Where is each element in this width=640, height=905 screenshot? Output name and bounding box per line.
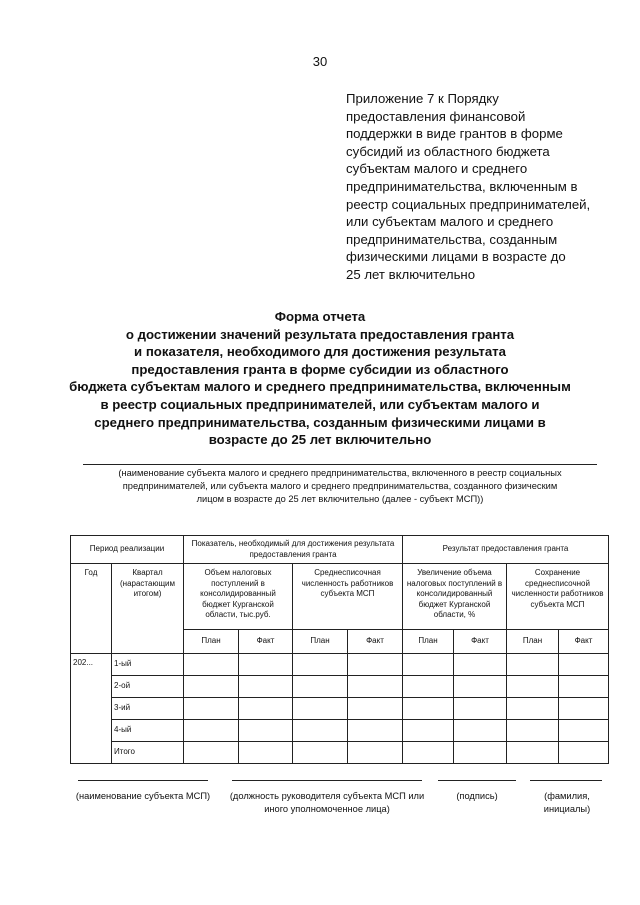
caption-text: (наименование субъекта МСП) <box>75 791 211 801</box>
avg-headcount-header: Среднесписочная численность работников субъекта МСП <box>293 564 403 630</box>
fact-header: Факт <box>239 630 293 654</box>
value-cell[interactable] <box>454 676 507 698</box>
fact-header: Факт <box>348 630 403 654</box>
subject-name-line[interactable] <box>83 464 597 465</box>
plan-header: План <box>184 630 239 654</box>
caption-line: предпринимателей, или субъекта малого и среднего предпринимательства, созданного физическим <box>122 480 558 491</box>
subject-signature-line[interactable] <box>78 780 208 781</box>
value-cell[interactable] <box>348 676 403 698</box>
caption-line: (наименование субъекта малого и среднего предпринимательства, включенного в реестр социальных <box>118 468 562 478</box>
name-initials-caption <box>532 790 602 815</box>
value-cell[interactable] <box>348 698 403 720</box>
appendix-line: Приложение 7 к Порядку <box>346 91 499 106</box>
title-line: и показателя, необходимого для достижения результата <box>134 344 506 360</box>
value-cell[interactable] <box>454 720 507 742</box>
value-cell[interactable] <box>454 742 507 764</box>
title-line: о достижении значений результата предоставления гранта <box>125 326 515 342</box>
value-cell[interactable] <box>184 742 239 764</box>
quarter-header: Квартал (нарастающим итогом) <box>112 564 184 654</box>
signature-caption <box>432 790 522 803</box>
table-row <box>71 720 609 742</box>
plan-header: План <box>403 630 454 654</box>
value-cell[interactable] <box>239 720 293 742</box>
value-cell[interactable] <box>184 698 239 720</box>
title-line: предоставления гранта в форме субсидии из областного <box>131 361 509 377</box>
quarter-cell: 1-ый <box>112 654 184 676</box>
total-cell: Итого <box>112 742 184 764</box>
appendix-line: предпринимательства, включенным в <box>346 178 578 194</box>
value-cell[interactable] <box>184 676 239 698</box>
value-cell[interactable] <box>559 654 609 676</box>
value-cell[interactable] <box>507 676 559 698</box>
quarter-cell: 4-ый <box>112 720 184 742</box>
quarter-cell: 3-ий <box>112 698 184 720</box>
value-cell[interactable] <box>239 654 293 676</box>
appendix-line: предоставления финансовой <box>346 108 526 124</box>
table-row <box>71 654 609 676</box>
value-cell[interactable] <box>454 654 507 676</box>
value-cell[interactable] <box>184 654 239 676</box>
indicator-header: Показатель, необходимый для достижения результата предоставления гранта <box>184 536 403 564</box>
title-line: Форма отчета <box>274 309 366 324</box>
value-cell[interactable] <box>559 698 609 720</box>
value-cell[interactable] <box>454 698 507 720</box>
year-header: Год <box>71 564 112 654</box>
plan-header: План <box>507 630 559 654</box>
appendix-line: предпринимательства, созданным <box>346 231 558 247</box>
value-cell[interactable] <box>403 742 454 764</box>
value-cell[interactable] <box>239 676 293 698</box>
year-cell: 202... <box>71 654 112 764</box>
appendix-line: или субъектам малого и среднего <box>346 214 554 230</box>
tax-receipts-header: Объем налоговых поступлений в консолидированный бюджет Курганской области, тыс.руб. <box>184 564 293 630</box>
appendix-line: поддержки в виде грантов в форме <box>346 126 563 142</box>
appendix-line: субъектам малого и среднего <box>346 161 528 177</box>
value-cell[interactable] <box>403 698 454 720</box>
value-cell[interactable] <box>348 654 403 676</box>
value-cell[interactable] <box>239 698 293 720</box>
position-signature-caption <box>222 790 432 815</box>
value-cell[interactable] <box>293 742 348 764</box>
value-cell[interactable] <box>348 720 403 742</box>
position-signature-line[interactable] <box>232 780 422 781</box>
value-cell[interactable] <box>507 720 559 742</box>
caption-text: (должность руководителя субъекта МСП или иного уполномоченное лица) <box>229 791 425 814</box>
title-line: в реестр социальных предпринимателей, или субъектам малого и <box>100 396 540 412</box>
value-cell[interactable] <box>239 742 293 764</box>
title-line: возрасте до 25 лет включительно <box>208 432 432 448</box>
signature-line[interactable] <box>438 780 516 781</box>
value-cell[interactable] <box>293 720 348 742</box>
table-row-total <box>71 742 609 764</box>
value-cell[interactable] <box>403 676 454 698</box>
subject-signature-caption <box>70 790 216 803</box>
value-cell[interactable] <box>348 742 403 764</box>
value-cell[interactable] <box>559 742 609 764</box>
appendix-line: реестр социальных предпринимателей, <box>346 196 591 212</box>
headcount-keep-header: Сохранение среднесписочной численности работников субъекта МСП <box>507 564 609 630</box>
caption-text: (фамилия, инициалы) <box>543 791 591 814</box>
value-cell[interactable] <box>507 742 559 764</box>
caption-text: (подпись) <box>456 791 498 801</box>
subject-name-caption <box>60 467 620 505</box>
value-cell[interactable] <box>559 720 609 742</box>
form-title <box>30 308 610 449</box>
value-cell[interactable] <box>184 720 239 742</box>
result-header: Результат предоставления гранта <box>403 536 609 564</box>
table-row <box>71 698 609 720</box>
table-row <box>71 676 609 698</box>
fact-header: Факт <box>454 630 507 654</box>
appendix-line: субсидий из областного бюджета <box>346 143 550 159</box>
appendix-reference <box>346 90 616 284</box>
page-number: 30 <box>312 54 328 69</box>
appendix-line: 25 лет включительно <box>346 266 476 282</box>
title-line: среднего предпринимательства, созданным физическими лицами в <box>94 414 546 430</box>
title-line: бюджета субъектам малого и среднего предпринимательства, включенным <box>69 379 571 395</box>
value-cell[interactable] <box>293 698 348 720</box>
plan-header: План <box>293 630 348 654</box>
name-initials-line[interactable] <box>530 780 602 781</box>
quarter-cell: 2-ой <box>112 676 184 698</box>
caption-line: лицом в возрасте до 25 лет включительно (далее - субъект МСП)) <box>196 493 484 504</box>
appendix-line: физическими лицами в возрасте до <box>346 249 566 265</box>
value-cell[interactable] <box>507 654 559 676</box>
value-cell[interactable] <box>293 676 348 698</box>
value-cell[interactable] <box>403 654 454 676</box>
period-header: Период реализации <box>71 536 184 564</box>
value-cell[interactable] <box>293 654 348 676</box>
value-cell[interactable] <box>403 720 454 742</box>
report-table <box>70 535 609 764</box>
fact-header: Факт <box>559 630 609 654</box>
tax-increase-header: Увеличение объема налоговых поступлений в консолидированный бюджет Курганской области, % <box>403 564 507 630</box>
value-cell[interactable] <box>559 676 609 698</box>
value-cell[interactable] <box>507 698 559 720</box>
